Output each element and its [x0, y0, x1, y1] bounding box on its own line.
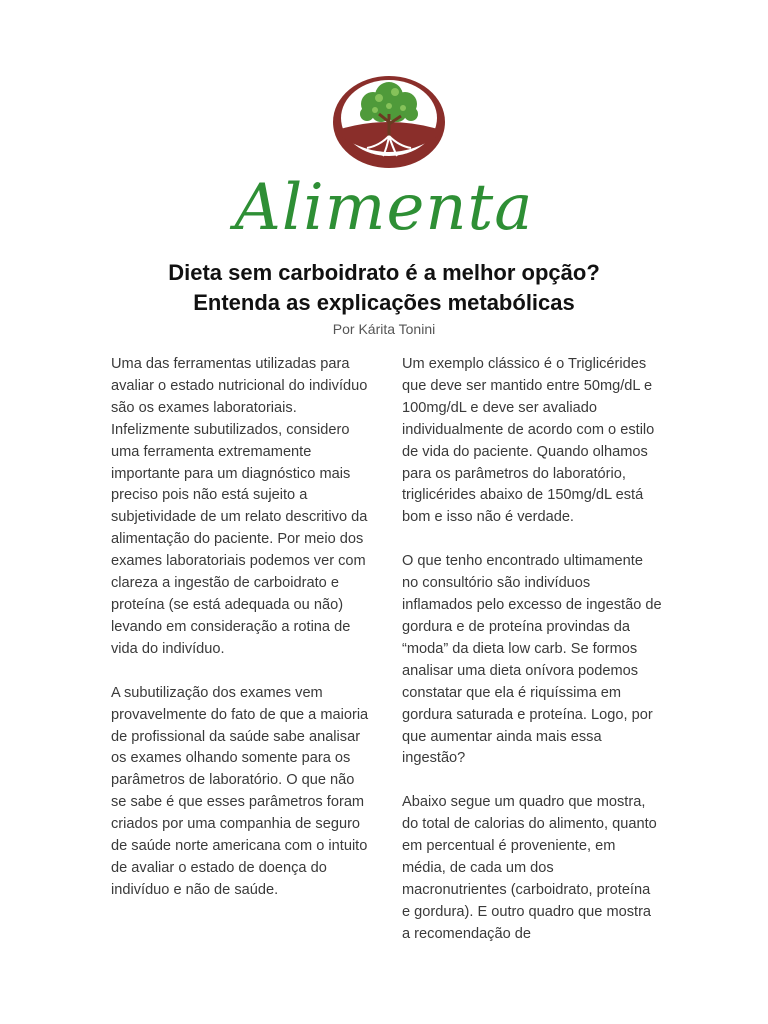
- article-title: [0, 258, 768, 318]
- brand-name: Alimenta: [234, 171, 534, 245]
- title-line-2: Entenda as explicações metabólicas: [193, 290, 575, 315]
- paragraph: Uma das ferramentas utilizadas para avaliar o estado nutricional do indivíduo são os exames laboratoriais. Infelizmente subutilizados, considero uma ferramenta extremamente importante para um diagnóstico mais preciso pois não está sujeito a subjetividade de um relato descritivo da alimentação do paciente. Por meio dos exames laboratoriais podemos ver com clareza a ingestão de carboidrato e proteína (se está adequada ou não) levando em consideração a rotina de vida do indivíduo.: [111, 356, 368, 657]
- paragraph: O que tenho encontrado ultimamente no consultório são indivíduos inflamados pelo excesso de ingestão de gordura e de proteína provindas da “moda” da dieta low carb. Se formos analisar uma dieta onívora podemos constatar que ela é riquíssima em gordura saturada e proteína. Logo, por que aumentar ainda mais essa ingestão?: [402, 553, 662, 767]
- paragraph: Abaixo segue um quadro que mostra, do total de calorias do alimento, quanto em percentual é proveniente, em média, de cada um dos macronutrientes (carboidrato, proteína e gordura). E outro quadro que mostra a recomendação de: [402, 794, 657, 942]
- right-column: [402, 354, 662, 968]
- tree-of-life-icon: [331, 74, 447, 170]
- article-author: Por Kárita Tonini: [332, 321, 436, 337]
- paragraph: A subutilização dos exames vem provavelmente do fato de que a maioria de profissional da saúde sabe analisar os exames olhando somente para os parâmetros de laboratório. O que não se sabe é que esses parâmetros foram criados por uma companhia de seguro de saúde norte americana com o intuito de avaliar o estado de doença do indivíduo e não de saúde.: [111, 684, 369, 898]
- title-line-1: Dieta sem carboidrato é a melhor opção?: [168, 260, 600, 285]
- paragraph: Um exemplo clássico é o Triglicérides que deve ser mantido entre 50mg/dL e 100mg/dL e deve ser avaliado individualmente de acordo com o estilo de vida do paciente. Quando olhamos para os parâmetros do laboratório, triglicérides abaixo de 150mg/dL está bom e isso não é verdade.: [402, 356, 655, 526]
- left-column: [111, 354, 371, 924]
